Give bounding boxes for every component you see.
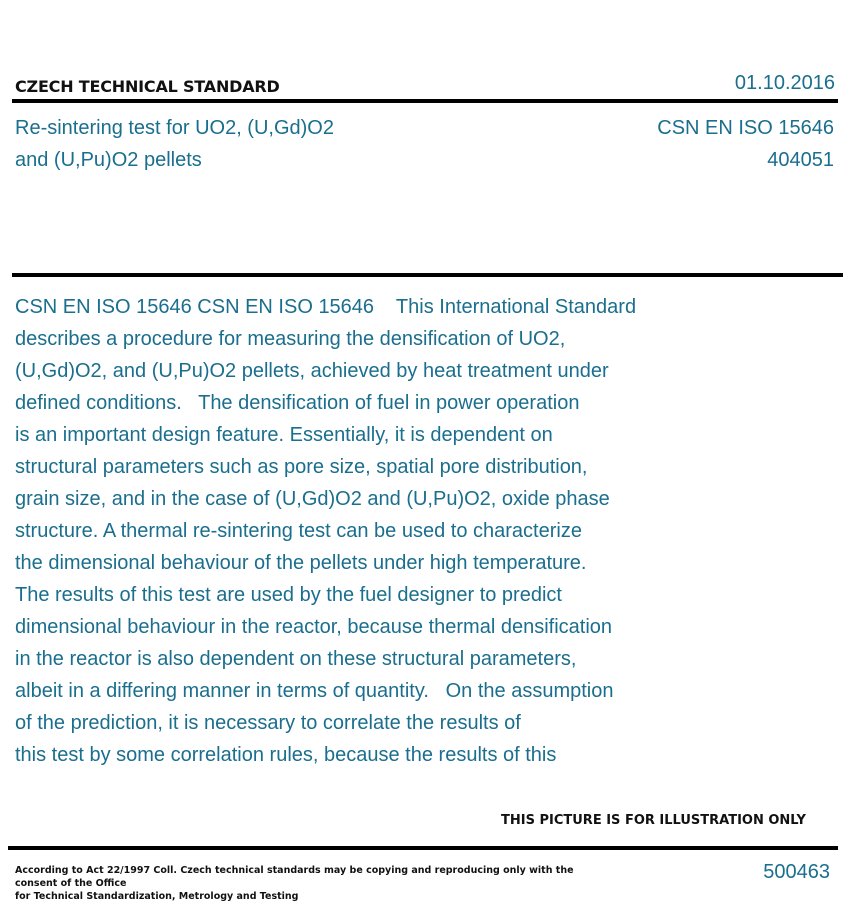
- standard-title-line-2: and (U,Pu)O2 pellets: [15, 149, 202, 171]
- abstract-line: describes a procedure for measuring the densification of UO2,: [15, 328, 566, 350]
- header-title: CZECH TECHNICAL STANDARD: [15, 77, 280, 96]
- abstract-line: this test by some correlation rules, because the results of this: [15, 744, 557, 766]
- title-divider: [12, 273, 843, 277]
- abstract-line: the dimensional behaviour of the pellets under high temperature.: [15, 552, 587, 574]
- standard-title-line-1: Re-sintering test for UO2, (U,Gd)O2: [15, 117, 334, 139]
- abstract-line: defined conditions. The densification of fuel in power operation: [15, 392, 580, 414]
- abstract-line: in the reactor is also dependent on these structural parameters,: [15, 648, 577, 670]
- abstract-text: [15, 291, 715, 771]
- standard-number: 404051: [767, 149, 834, 171]
- abstract-line: albeit in a differing manner in terms of quantity. On the assumption: [15, 680, 614, 702]
- abstract-line: The results of this test are used by the fuel designer to predict: [15, 584, 562, 606]
- abstract-line: dimensional behaviour in the reactor, because thermal densification: [15, 616, 613, 638]
- footer-divider: [8, 846, 838, 850]
- copyright-note-line-2: for Technical Standardization, Metrology and Testing: [15, 891, 299, 902]
- abstract-line: (U,Gd)O2, and (U,Pu)O2 pellets, achieved by heat treatment under: [15, 360, 609, 382]
- abstract-line: grain size, and in the case of (U,Gd)O2 and (U,Pu)O2, oxide phase: [15, 488, 610, 510]
- standard-code: CSN EN ISO 15646: [657, 117, 834, 139]
- header-divider: [12, 99, 838, 103]
- catalog-number: 500463: [763, 861, 830, 883]
- abstract-line: is an important design feature. Essentially, it is dependent on: [15, 424, 553, 446]
- copyright-note-line-1: According to Act 22/1997 Coll. Czech technical standards may be copying and reproducing only with the consent of the Office: [15, 865, 574, 889]
- abstract-line: of the prediction, it is necessary to correlate the results of: [15, 712, 521, 734]
- publication-date: 01.10.2016: [734, 72, 835, 94]
- abstract-line: structure. A thermal re-sintering test can be used to characterize: [15, 520, 582, 542]
- copyright-note: [15, 864, 585, 903]
- abstract-line: CSN EN ISO 15646 CSN EN ISO 15646 This International Standard: [15, 296, 637, 318]
- abstract-line: structural parameters such as pore size, spatial pore distribution,: [15, 456, 588, 478]
- illustration-notice: THIS PICTURE IS FOR ILLUSTRATION ONLY: [501, 813, 806, 828]
